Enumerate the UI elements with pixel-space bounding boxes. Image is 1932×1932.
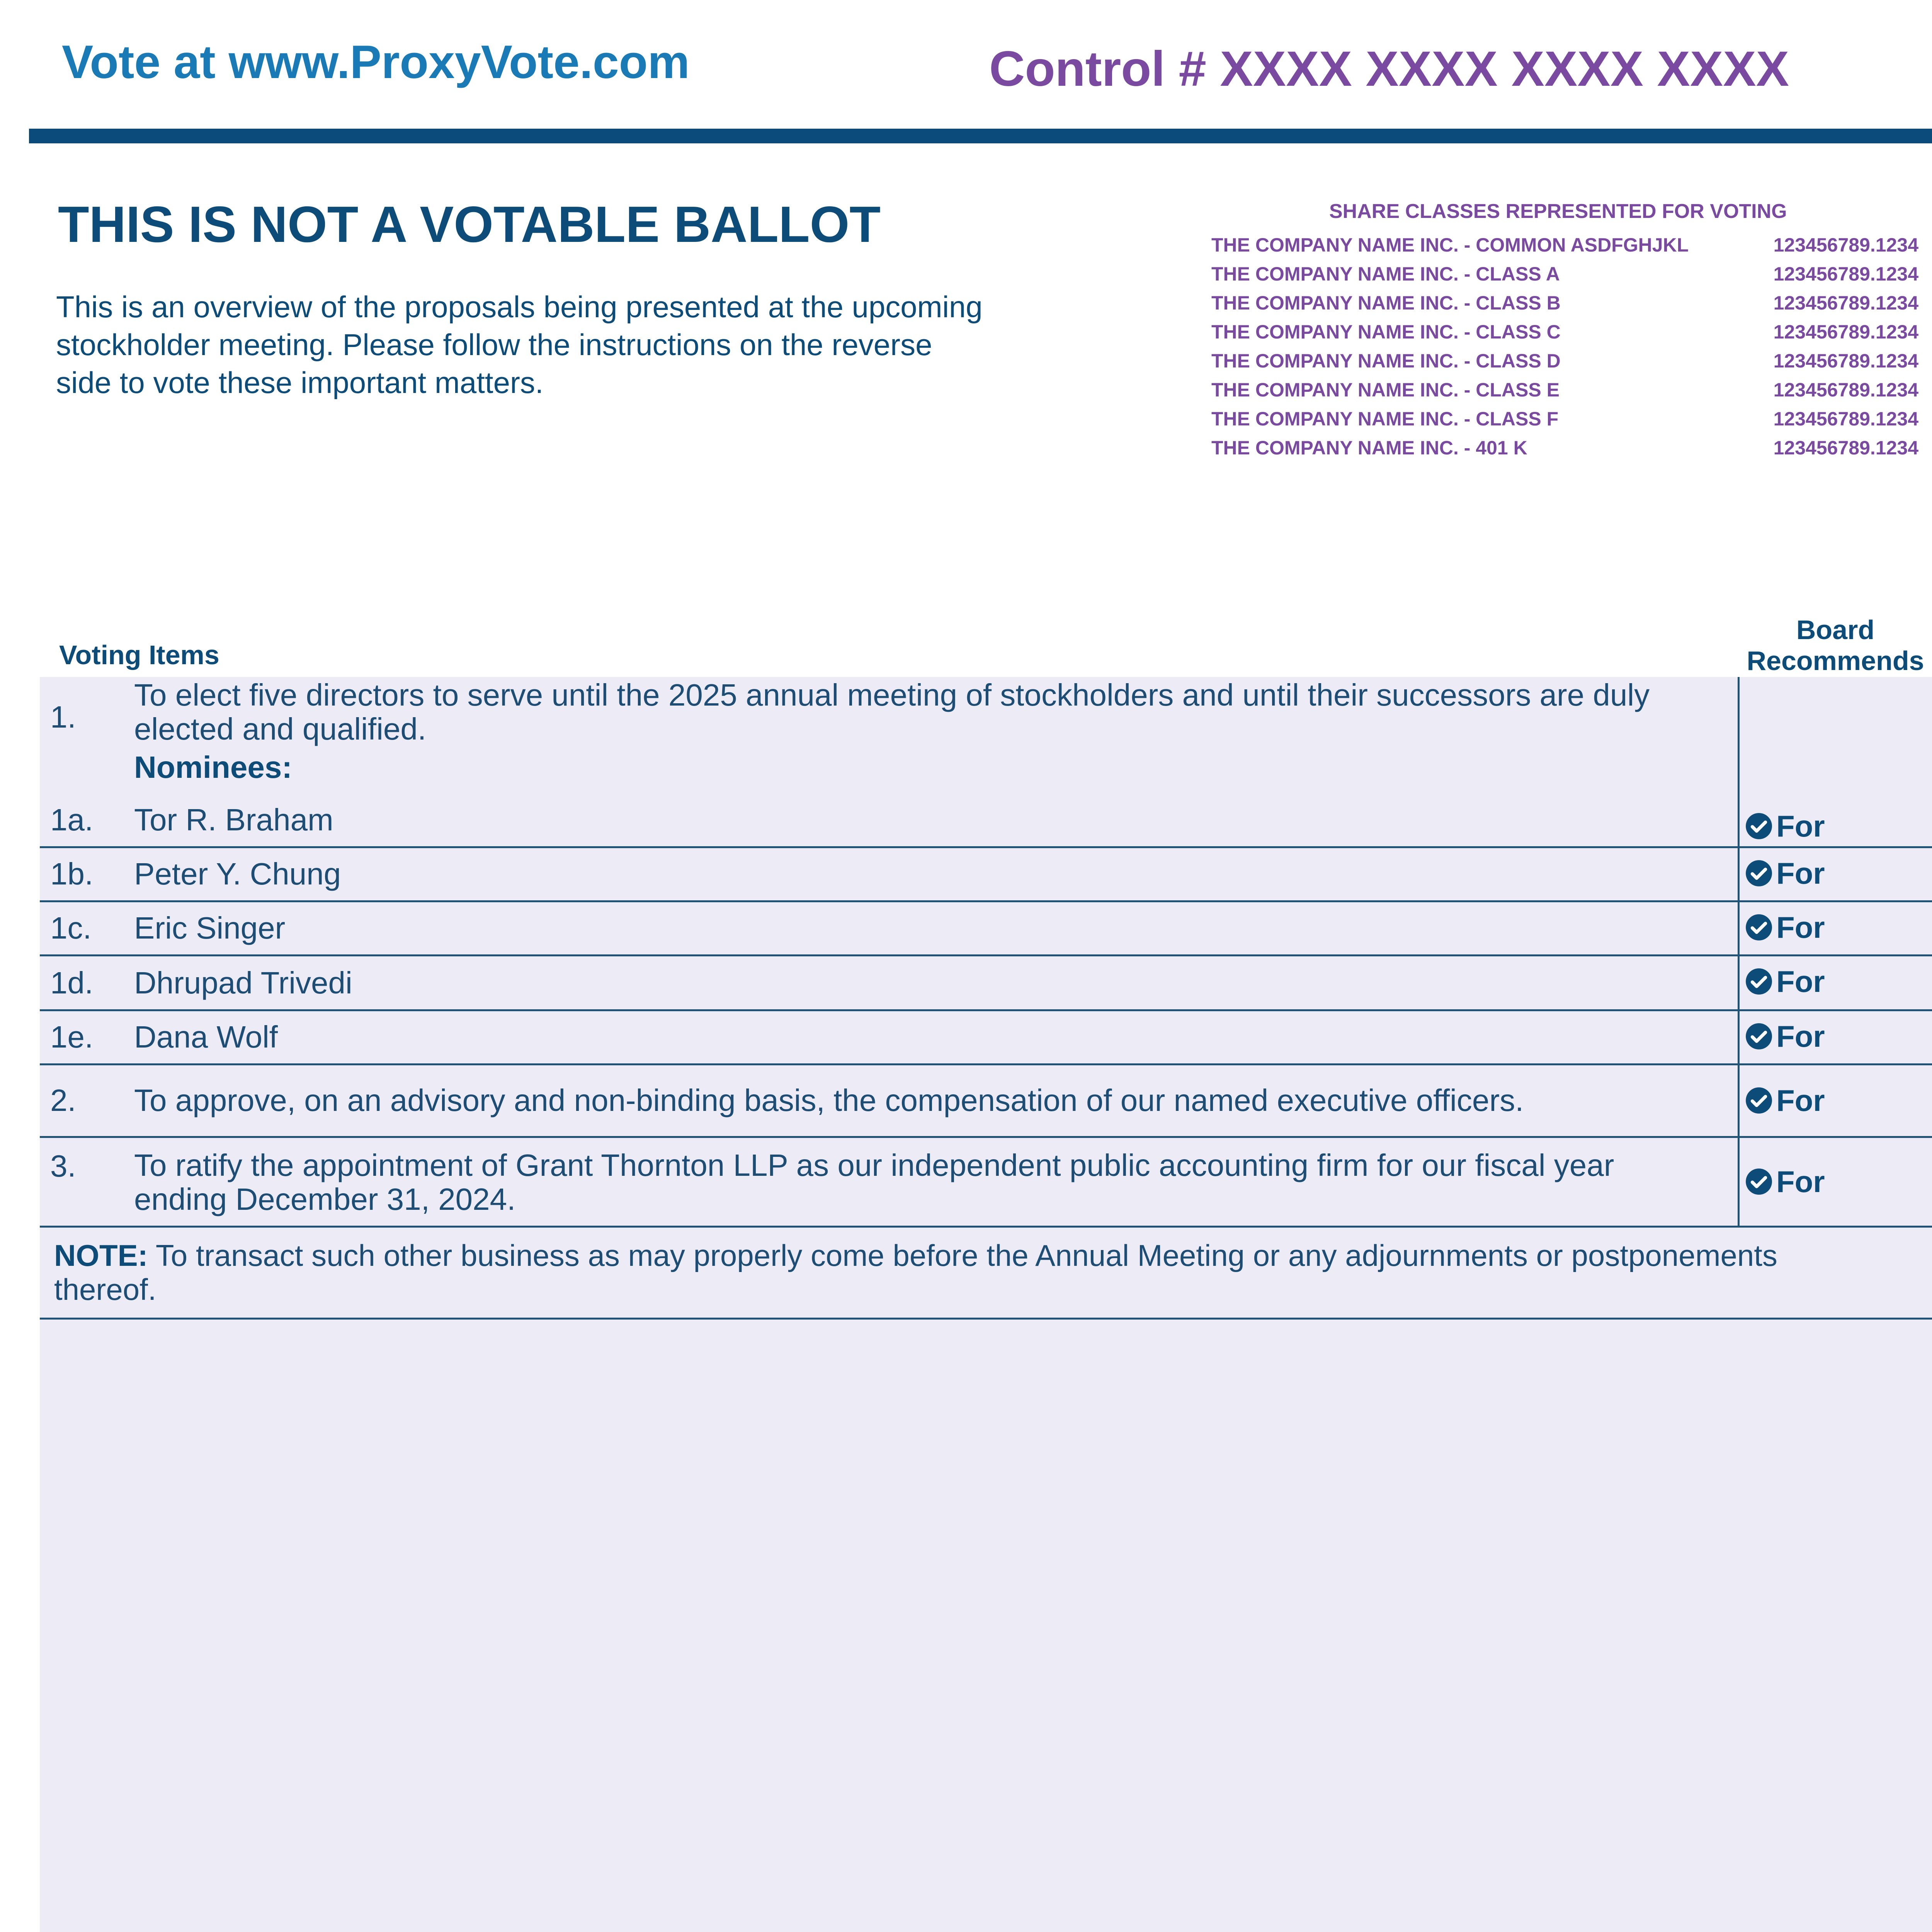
nominee-name: Dhrupad Trivedi	[134, 966, 352, 1000]
page-title: THIS IS NOT A VOTABLE BALLOT	[58, 196, 881, 253]
share-class-row	[1211, 437, 1918, 466]
recommendation	[1745, 966, 1825, 997]
item-text: To approve, on an advisory and non-binding basis, the compensation of our named executive officers.	[134, 1083, 1524, 1117]
row-divider	[40, 900, 1932, 902]
share-classes-title: SHARE CLASSES REPRESENTED FOR VOTING	[1329, 200, 1787, 223]
share-class-value: 123456789.1234	[1773, 350, 1918, 372]
share-classes-list	[1211, 234, 1918, 466]
recommendation-label: For	[1776, 1164, 1825, 1199]
row-divider	[40, 954, 1932, 956]
overview-text: This is an overview of the proposals being presented at the upcoming stockholder meeting. Please follow the instructions on the reverse side to vote these important matters.	[56, 290, 983, 400]
recommendation	[1745, 858, 1825, 889]
check-circle-icon	[1745, 913, 1773, 942]
check-circle-icon	[1745, 812, 1773, 840]
item-number: 1b.	[50, 857, 94, 891]
note-text	[54, 1238, 1839, 1306]
recommendation	[1745, 1166, 1825, 1197]
item-number: 1e.	[50, 1020, 94, 1054]
share-class-value: 123456789.1234	[1773, 321, 1918, 343]
share-class-name: THE COMPANY NAME INC. - CLASS A	[1211, 263, 1560, 285]
item-number: 1.	[50, 700, 76, 734]
check-circle-icon	[1745, 967, 1773, 996]
recommendation-label: For	[1776, 809, 1825, 843]
voting-items-header: Voting Items	[59, 640, 219, 670]
share-class-name: THE COMPANY NAME INC. - CLASS C	[1211, 321, 1561, 343]
share-class-row	[1211, 263, 1918, 292]
item-text: To ratify the appointment of Grant Thornton LLP as our independent public accounting firm for our fiscal year ending December 31, 2024.	[134, 1148, 1614, 1216]
item-number: 1c.	[50, 911, 92, 945]
control-number: Control # XXXX XXXX XXXX XXXX	[989, 41, 1789, 97]
share-class-name: THE COMPANY NAME INC. - CLASS E	[1211, 379, 1560, 401]
nominees-label: Nominees:	[134, 750, 292, 784]
recommendation	[1745, 912, 1825, 943]
row-divider	[40, 1063, 1932, 1065]
check-circle-icon	[1745, 1022, 1773, 1051]
board-recommends-header: Board Recommends	[1747, 615, 1924, 676]
item-number: 3.	[50, 1149, 76, 1183]
share-class-row	[1211, 321, 1918, 350]
recommendation	[1745, 811, 1825, 842]
check-circle-icon	[1745, 1086, 1773, 1115]
share-class-name: THE COMPANY NAME INC. - 401 K	[1211, 437, 1527, 459]
row-divider	[40, 1318, 1932, 1320]
share-class-name: THE COMPANY NAME INC. - COMMON ASDFGHJKL	[1211, 234, 1689, 256]
recommendation	[1745, 1021, 1825, 1052]
column-divider	[1738, 677, 1740, 1226]
item-number: 2.	[50, 1083, 76, 1117]
share-class-row	[1211, 292, 1918, 321]
vote-url-link[interactable]: Vote at www.ProxyVote.com	[62, 36, 690, 88]
share-class-row	[1211, 234, 1918, 263]
nominee-name: Dana Wolf	[134, 1020, 278, 1054]
share-class-value: 123456789.1234	[1773, 292, 1918, 314]
check-circle-icon	[1745, 859, 1773, 888]
share-class-row	[1211, 379, 1918, 408]
note-body: To transact such other business as may properly come before the Annual Meeting or any adjournments or postponements thereof.	[54, 1238, 1777, 1306]
share-class-name: THE COMPANY NAME INC. - CLASS B	[1211, 292, 1561, 314]
recommendation-label: For	[1776, 910, 1825, 944]
recommendation	[1745, 1085, 1825, 1116]
nominee-name: Tor R. Braham	[134, 803, 333, 837]
row-divider	[40, 846, 1932, 848]
share-class-row	[1211, 350, 1918, 379]
item-number: 1a.	[50, 803, 94, 837]
recommendation-label: For	[1776, 856, 1825, 890]
nominee-name: Peter Y. Chung	[134, 857, 341, 891]
share-class-name: THE COMPANY NAME INC. - CLASS D	[1211, 350, 1561, 372]
share-class-value: 123456789.1234	[1773, 263, 1918, 285]
share-class-value: 123456789.1234	[1773, 234, 1918, 256]
nominee-name: Eric Singer	[134, 911, 286, 945]
item-number: 1d.	[50, 966, 94, 1000]
share-class-value: 123456789.1234	[1773, 379, 1918, 401]
check-circle-icon	[1745, 1167, 1773, 1196]
header-divider	[29, 129, 1932, 143]
item-text: To elect five directors to serve until the 2025 annual meeting of stockholders and until their successors are duly elected and qualified.	[134, 678, 1650, 746]
share-class-row	[1211, 408, 1918, 437]
share-class-value: 123456789.1234	[1773, 437, 1918, 459]
recommendation-label: For	[1776, 1019, 1825, 1053]
share-class-name: THE COMPANY NAME INC. - CLASS F	[1211, 408, 1559, 430]
recommendation-label: For	[1776, 1083, 1825, 1117]
row-divider	[40, 1136, 1932, 1138]
note-label: NOTE:	[54, 1238, 148, 1272]
share-class-value: 123456789.1234	[1773, 408, 1918, 430]
row-divider	[40, 1226, 1932, 1228]
recommendation-label: For	[1776, 964, 1825, 998]
row-divider	[40, 1009, 1932, 1011]
